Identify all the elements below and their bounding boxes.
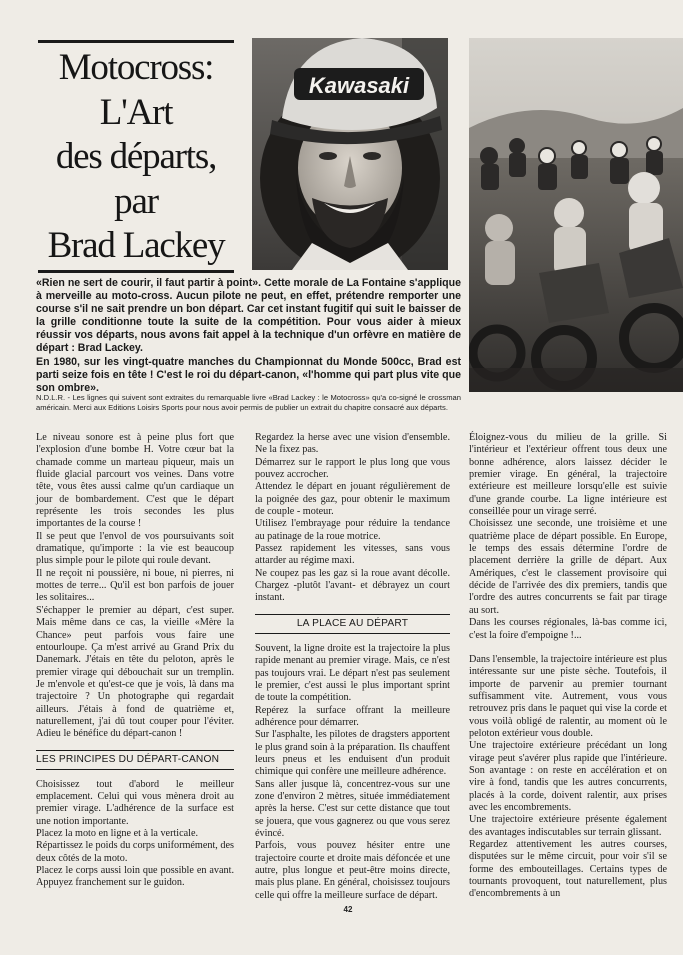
- intro: [36, 277, 461, 395]
- col2-paragraph-5: Passez rapidement les vitesses, sans vous attarder au régime maxi.: [255, 543, 450, 567]
- section-heading-place: LA PLACE AU DÉPART: [255, 614, 450, 634]
- intro-paragraph-2: En 1980, sur les vingt-quatre manches du Championnat du Monde 500cc, Brad est parti seize fois en tête ! C'est le roi du départ-canon, «l'homme qui part plus vite que son ombre».: [36, 355, 461, 394]
- col3-paragraph-1: Éloignez-vous du milieu de la grille. Si l'intérieur et l'extérieur offrent tous deux une bonne adhérence, alors laissez décider le premier virage. En général, la trajectoire extérieure est meilleure lorsqu'elle est suivie d'une grande courbe. La ligne intérieure est conseillée pour un virage serré.: [469, 432, 667, 518]
- col1-paragraph-4: S'échapper le premier au départ, c'est super. Mais même dans ce cas, la vieille «Mère la Chance» peut parfois vous faire une entourloupe. Ça m'est arrivé au Grand Prix du Danemark. J'étais en tête du peloton, après le premier virage qui débouchait sur un tremplin. Je m'envole et qu'est-ce que je vois, là dans ma trajectoire ? Un photographe qui regardait ailleurs. J'étais à fond de quatrième et, naturellement, j'ai dû tout couper pour l'éviter. Adieu le bénéfice du départ-canon !: [36, 604, 234, 740]
- col2-paragraph-7: Souvent, la ligne droite est la trajectoire la plus rapide menant au premier virage. Mais, ce n'est pas toujours vrai. Le départ n'est pas seulement le premier, c'est aussi le plus important sprint de toute la compétition.: [255, 642, 450, 704]
- headline-line-1: Motocross:: [58, 47, 214, 88]
- headline: [30, 46, 242, 269]
- col3-paragraph-3: Dans les courses régionales, là-bas comme ici, c'est la foire d'empoigne !...: [469, 617, 667, 641]
- col1-paragraph-3: Il ne reçoit ni poussière, ni boue, ni pierres, ni mottes de terre... Qu'il est bon parfois de jouer les solitaires...: [36, 567, 234, 604]
- headline-top-rule: [38, 40, 234, 43]
- cap-logo-text: Kawasaki: [308, 73, 410, 98]
- intro-paragraph-1: «Rien ne sert de courir, il faut partir à point». Cette morale de La Fontaine s'applique à merveille au moto-cross. Aucun pilote ne peut, en effet, prétendre remporter une course s'il ne sait prendre un bon départ. Car cet instant fugitif qui suit le baisser de la grille conditionne toute la suite de la compétition. Pour vous aider à mieux réussir vos départs, nous avons fait appel à la technique d'un orfèvre en matière de départ : Brad Lackey.: [36, 277, 461, 355]
- col3-paragraph-4: Dans l'ensemble, la trajectoire intérieure est plus intéressante sur une piste sèche. Toutefois, il importe de parvenir au premier tournant suffisamment vite. Autrement, vous vous retrouvez pris dans le paquet qui vise la corde et vous voilà obligé de ralentir, au moment où le peloton extérieur vous double.: [469, 653, 667, 739]
- col2-paragraph-9: Sur l'asphalte, les pilotes de dragsters apportent le plus grand soin à la préparation. Ils chauffent leurs pneus et les enduisent d'un produit chimique qui confère une meilleure adhérence.: [255, 729, 450, 778]
- col2-paragraph-10: Sans aller jusque là, concentrez-vous sur une zone d'environ 2 mètres, située immédiatement après la herse. C'est sur cette distance que tout se jouera, que vous gagnerez ou que vous serez évincé.: [255, 778, 450, 839]
- col3-paragraph-2: Choisissez une seconde, une troisième et une quatrième place de départ possible. En Europe, le temps des essais détermine l'ordre de placement derrière la grille de départ. Aux Amériques, c'est le classement provisoire qui décide de l'arrivée des dix premiers, tandis que l'ordre des autres concurrents se fait par tirage au sort.: [469, 518, 667, 616]
- col3-paragraph-6: Une trajectoire extérieure présente également des avantages indiscutables sur terrain glissant.: [469, 814, 667, 838]
- col2-paragraph-3: Attendez le départ en jouant régulièrement de la poignée des gaz, pour obtenir le maximum de couple - moteur.: [255, 481, 450, 518]
- portrait-illustration: [252, 38, 448, 270]
- col2-paragraph-6: Ne coupez pas les gaz si la roue avant décolle. Chargez -plutôt l'avant- et débrayez un court instant.: [255, 567, 450, 604]
- col2-paragraph-8: Repérez la surface offrant la meilleure adhérence pour démarrer.: [255, 704, 450, 728]
- col3-paragraph-7: Regardez attentivement les autres courses, disputées sur le même circuit, pour voir s'il se forme des embouteillages. Certains types de tournants provoquent, tout naturellement, plus d'encombrements à un: [469, 839, 667, 900]
- col1-paragraph-8: Placez le corps aussi loin que possible en avant. Appuyez franchement sur le guidon.: [36, 865, 234, 889]
- col2-paragraph-4: Utilisez l'embrayage pour réduire la tendance au patinage de la roue motrice.: [255, 518, 450, 542]
- col1-paragraph-7: Répartissez le poids du corps uniformément, des deux côtés de la moto.: [36, 840, 234, 864]
- column-1: [36, 432, 234, 890]
- headline-line-4: par: [114, 180, 158, 222]
- col1-paragraph-1: Le niveau sonore est à peine plus fort que l'explosion d'une bombe H. Votre cœur bat la chamade comme un marteau piqueur, mais un fluide glacial parcourt vos veines. Dans votre tête, vous êtes aussi calme qu'un cardiaque un jour de bombardement. C'est que le départ représente les trois secondes les plus importantes de la course !: [36, 432, 234, 530]
- col1-paragraph-2: Il se peut que l'envol de vos poursuivants soit dramatique, qu'importe : la vie est beaucoup plus simple pour le pilote qui roule devant.: [36, 530, 234, 567]
- headline-bottom-rule: [38, 270, 234, 273]
- column-3: [469, 432, 667, 901]
- col3-paragraph-5: Une trajectoire extérieure précédant un long virage peut s'avérer plus rapide que l'intérieure. Son avantage : on reste en accélération et on vire à fond, tandis que les autres concurrents, placés à la corde, doivent ralentir, aux prises avec les encombrements.: [469, 740, 667, 813]
- section-heading-principes: LES PRINCIPES DU DÉPART-CANON: [36, 750, 234, 770]
- headline-line-3: des départs,: [55, 136, 217, 177]
- headline-line-2: L'Art: [99, 91, 173, 133]
- col1-paragraph-6: Placez la moto en ligne et à la verticale.: [36, 827, 199, 839]
- riders-illustration: [469, 38, 683, 392]
- portrait-photo: [252, 38, 448, 270]
- col2-paragraph-2: Démarrez sur le rapport le plus long que vous pouvez accrocher.: [255, 456, 450, 481]
- headline-line-5: Brad Lackey: [47, 225, 225, 266]
- col2-paragraph-11: Parfois, vous pouvez hésiter entre une trajectoire courte et droite mais défoncée et une autre, plus longue et peut-être moins directe, mais plus plane. En général, choisissez toujours celle qui offre la meilleure surface de départ.: [255, 840, 450, 901]
- column-2: [255, 432, 450, 902]
- editor-note: N.D.L.R. - Les lignes qui suivent sont extraites du remarquable livre «Brad Lackey : le Motocross» qu'a co-signé le crossman américain. Merci aux Editions Loisirs Sports pour nous avoir permis de publier un extrait du chapitre consacré aux départs.: [36, 393, 461, 412]
- page-number: 42: [343, 905, 353, 914]
- col2-paragraph-1: Regardez la herse avec une vision d'ensemble. Ne la fixez pas.: [255, 432, 450, 456]
- col1-paragraph-5: Choisissez tout d'abord le meilleur emplacement. Celui qui vous mènera droit au premier virage. L'adhérence de la surface est une notion importante.: [36, 778, 234, 827]
- riders-photo: [469, 38, 683, 392]
